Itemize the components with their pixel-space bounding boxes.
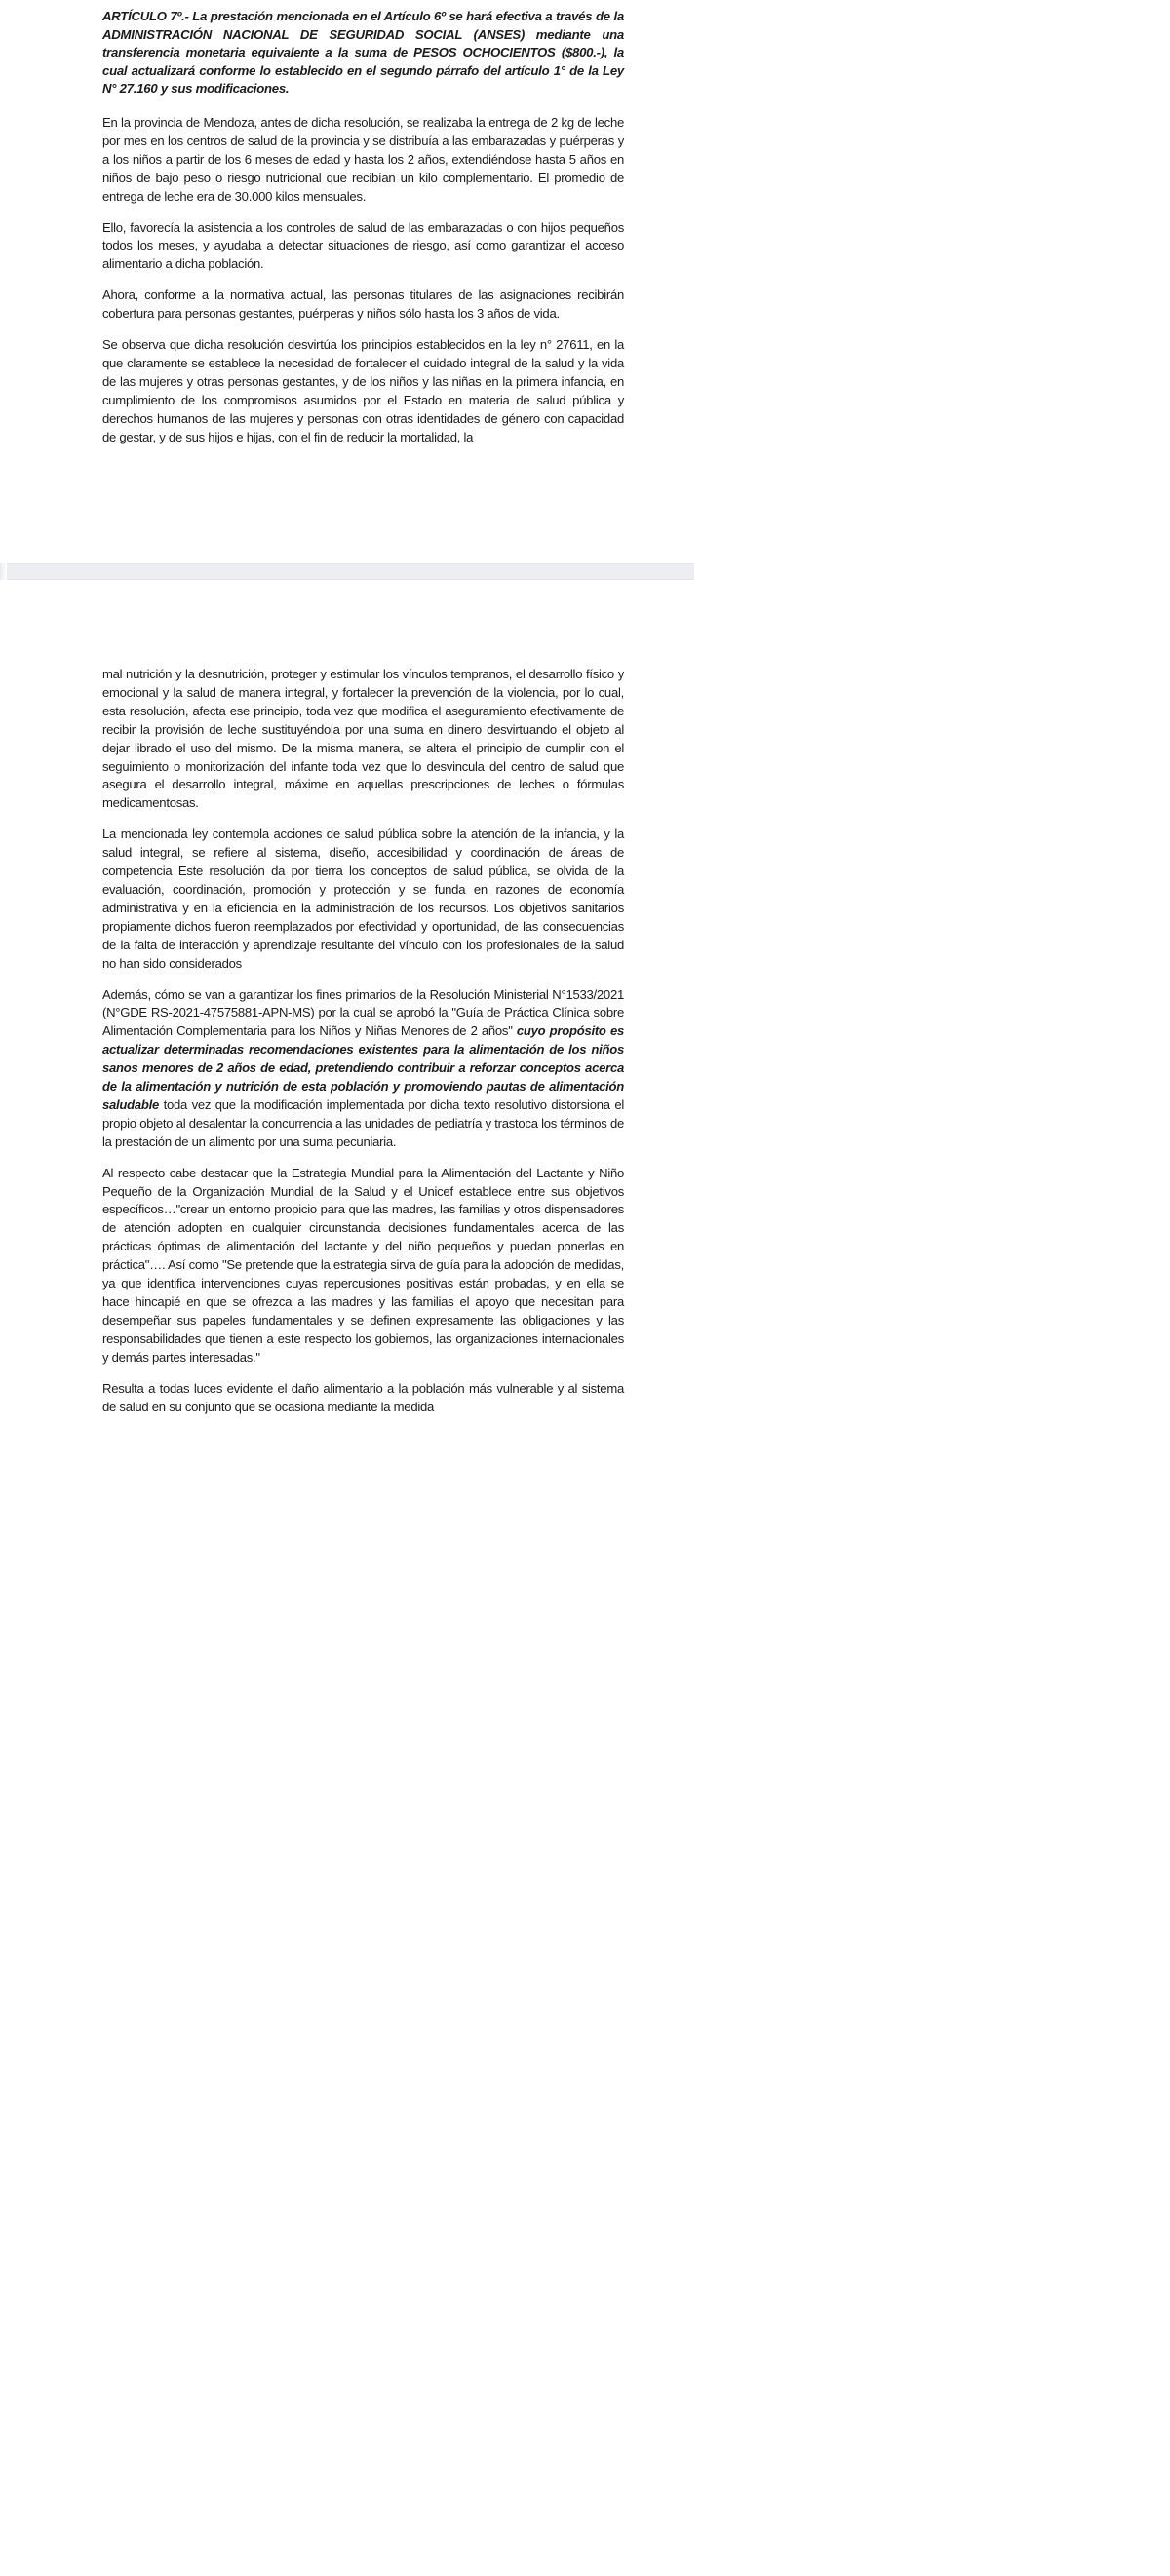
paragraph-resulta-evidente: Resulta a todas luces evidente el daño alimentario a la población más vulnerable y al sistema de salud en su conjunto que se ocasiona mediante la medida	[102, 1380, 624, 1414]
resolucion-emphasis-text: cuyo propósito es actualizar determinadas recomendaciones existentes para la alimentación de los niños sanos menores de 2 años de edad, pretendiendo contribuir a reforzar conceptos acerca de la alimentación y nutrición de esta población y promoviendo pautas de alimentación saludable	[102, 1023, 624, 1112]
document-page-1	[0, 0, 694, 563]
paragraph-mal-nutricion: mal nutrición y la desnutrición, proteger y estimular los vínculos tempranos, el desarrollo físico y emocional y la salud de manera integral, y fortalecer la prevención de la violencia, por lo cual, esta resolución, afecta ese principio, toda vez que modifica el aseguramiento efectivamente de recibir la provisión de leche sustituyéndola por una suma en dinero desvirtuando el objeto al dejar librado el uso del mismo. De la misma manera, se altera el principio de cumplir con el seguimiento o monitorización del infante toda vez que lo desvincula del centro de salud que asegura el desarrollo integral, máxime en aquellas prescripciones de leches o fórmulas medicamentosas.	[102, 667, 624, 811]
document-page-2	[0, 580, 694, 2576]
paragraph-articulo-7: ARTÍCULO 7º.- La prestación mencionada en el Artículo 6º se hará efectiva a través de la ADMINISTRACIÓN NACIONAL DE SEGURIDAD SOCIAL (ANSES) mediante una transferencia monetaria equivalente a la suma de PESOS OCHOCIENTOS ($800.-), la cual actualizará conforme lo establecido en el segundo párrafo del artículo 1° de la Ley N° 27.160 y sus modificaciones.	[102, 9, 624, 96]
page-break-gutter	[0, 563, 694, 580]
page-1-text-block	[102, 8, 624, 446]
paragraph-mendoza: En la provincia de Mendoza, antes de dicha resolución, se realizaba la entrega de 2 kg de leche por mes en los centros de salud de la provincia y se distribuía a las embarazadas y puérperas y a los niños a partir de los 6 meses de edad y hasta los 2 años, extendiéndose hasta 5 años en niños de bajo peso o riesgo nutricional que recibían un kilo complementario. El promedio de entrega de leche era de 30.000 kilos mensuales.	[102, 114, 624, 204]
paragraph-estrategia-mundial: Al respecto cabe destacar que la Estrategia Mundial para la Alimentación del Lactante y Niño Pequeño de la Organización Mundial de la Salud y el Unicef establece entre sus objetivos específicos…"crear un entorno propicio para que las madres, las familias y otros dispensadores de atención adopten en cualquier circunstancia decisiones fundamentales acerca de las prácticas óptimas de alimentación del lactante y del niño pequeños y puedan ponerlas en práctica"…. Así como "Se pretende que la estrategia sirva de guía para la adopción de medidas, ya que identifica intervenciones cuyas repercusiones positivas están probadas, y en ella se hace hincapié en que se ofrezca a las madres y las familias el apoyo que necesitan para desempeñar sus papeles fundamentales y se definen expresamente las obligaciones y las responsabilidades que tienen a este respecto los gobiernos, las organizaciones internacionales y demás partes interesadas."	[102, 1165, 624, 1365]
paragraph-desvirtua: Se observa que dicha resolución desvirtúa los principios establecidos en la ley n° 27611, en la que claramente se establece la necesidad de fortalecer el cuidado integral de la salud y la vida de las mujeres y otras personas gestantes, y de los niños y las niñas en la primera infancia, en cumplimiento de los compromisos asumidos por el Estado en materia de salud pública y derechos humanos de las mujeres y personas con otras identidades de género con capacidad de gestar, y de sus hijos e hijas, con el fin de reducir la mortalidad, la	[102, 337, 624, 444]
paragraph-normativa-actual: Ahora, conforme a la normativa actual, las personas titulares de las asignaciones recibirán cobertura para personas gestantes, puérperas y niños sólo hasta los 3 años de vida.	[102, 288, 624, 322]
paragraph-resolucion-ministerial	[102, 986, 624, 1152]
paragraph-favorecia: Ello, favorecía la asistencia a los controles de salud de las embarazadas o con hijos pequeños todos los meses, y ayudaba a detectar situaciones de riesgo, así como garantizar el acceso alimentario a dicha población.	[102, 219, 624, 272]
resolucion-closing-text: toda vez que la modificación implementada por dicha texto resolutivo distorsiona el propio objeto al desalentar la concurrencia a las unidades de pediatría y trastoca los términos de la prestación de un alimento por una suma pecuniaria.	[102, 1096, 624, 1149]
resolucion-intro-text: Además, cómo se van a garantizar los fines primarios de la Resolución Ministerial N°1533/2021 (N°GDE RS-2021-47575881-APN-MS) por la cual se aprobó la "Guía de Práctica Clínica sobre Alimentación Complementaria para los Niños y Niñas Menores de 2 años"	[102, 986, 624, 1039]
paragraph-ley-contempla: La mencionada ley contempla acciones de salud pública sobre la atención de la infancia, y la salud integral, se refiere al sistema, diseño, accesibilidad y coordinación de áreas de competencia Este resolución da por tierra los conceptos de salud pública, se olvida de la evaluación, coordinación, promoción y protección y se funda en razones de economía administrativa y en la eficiencia en la administración de los recursos. Los objetivos sanitarios propiamente dichos fueron reemplazados por efectividad y oportunidad, de las consecuencias de la falta de interacción y aprendizaje resultante del vínculo con los profesionales de la salud no han sido considerados	[102, 827, 624, 971]
page-2-text-block	[102, 666, 624, 1416]
